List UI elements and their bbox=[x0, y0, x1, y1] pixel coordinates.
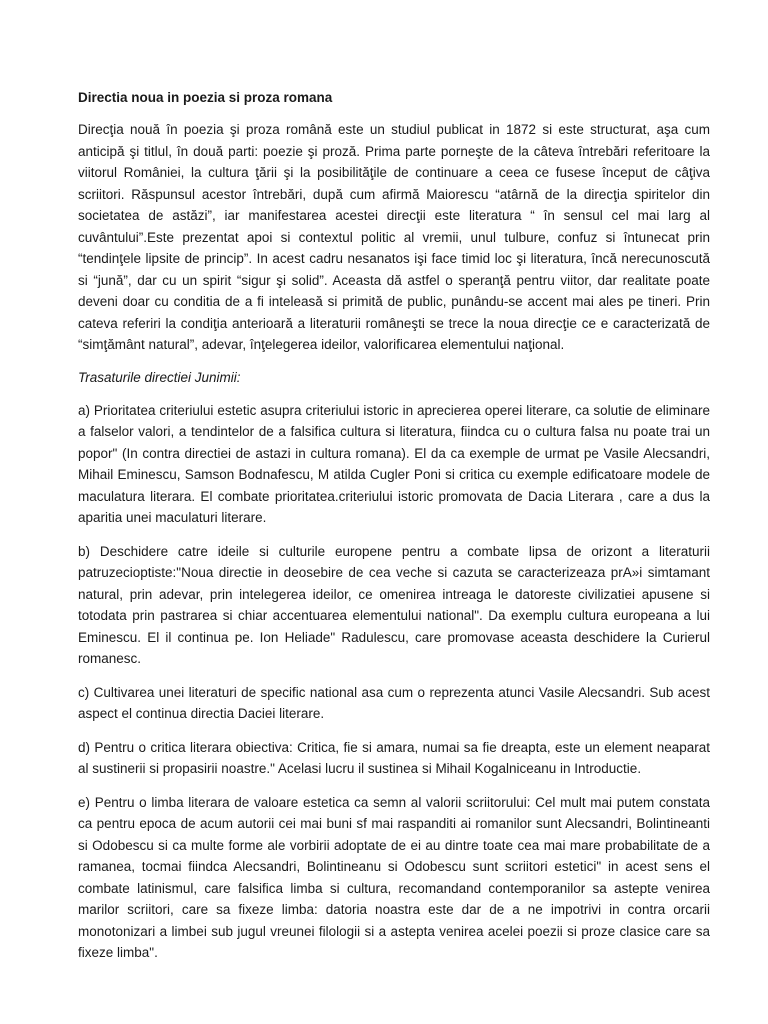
document-page bbox=[78, 88, 710, 976]
document-title: Directia noua in poezia si proza romana bbox=[78, 90, 333, 105]
criterion-e-paragraph: e) Pentru o limba literara de valoare estetica ca semn al valorii scriitorului: Cel mult mai putem constata ca pentru epoca de acum autorii cei mai buni sf mai raspanditi ai romanilor sunt Alecsandri, Bolintineanti si Odobescu si ca multe forme ale vorbirii adoptate de ei au dintre toate cea mai mare probabilitate de a ramanea, tocmai fiindca Alecsandri, Bolintineanu si Odobescu sunt scriitori estetici" in acest sens el combate latinismul, care falsifica limba si cultura, recomandand contemporanilor sa astepte venirea marilor scriitori, care sa fixeze limba: datoria noastra este dar de a ne impotrivi in contra orcarii monotonizari a limbei sub jugul vreunei filologii si a astepta venirea acelei poezii si proze clasice care sa fixeze limba". bbox=[78, 794, 710, 960]
section-subheading: Trasaturile directiei Junimii: bbox=[78, 369, 241, 385]
criterion-d-paragraph: d) Pentru o critica literara obiectiva: Critica, fie si amara, numai sa fie dreapta, este un element neaparat al sustinerii si propasirii noastre." Acelasi lucru il sustinea si Mihail Kogalniceanu in Introductie. bbox=[78, 739, 710, 776]
criterion-c-paragraph: c) Cultivarea unei literaturi de specific national asa cum o reprezenta atunci Vasile Alecsandri. Sub acest aspect el continua directia Daciei literare. bbox=[78, 684, 710, 721]
criterion-a-paragraph: a) Prioritatea criteriului estetic asupra criteriului istoric in aprecierea operei literare, ca solutie de eliminare a falselor valori, a tendintelor de a falsifica cultura si literatura, fiindca cu o cultura falsa nu poate trai un popor" (In contra directiei de astazi in cultura romana). El da ca exemple de urmat pe Vasile Alecsandri, Mihail Eminescu, Samson Bodnafescu, M atilda Cugler Poni si critica cu exemple edificatoare modele de maculatura literara. El combate prioritatea.criteriului istoric promovata de Dacia Literara , care a dus la aparitia unei maculaturi literare. bbox=[78, 402, 710, 525]
criterion-b-paragraph: b) Deschidere catre ideile si culturile europene pentru a combate lipsa de orizont a literaturii patruzecioptiste:"Noua directie in deosebire de cea veche si cazuta se caracterizeaza prA»i simtamant natural, prin adevar, prin intelegerea ideilor, ce omenirea intreaga le datoreste civilizatiei apusene si totodata prin pastrarea si chiar accentuarea elementului national". Da exemplu cultura europeana a lui Eminescu. El il continua pe. Ion Heliade" Radulescu, care promovase aceasta deschidere la Curierul romanesc. bbox=[78, 543, 710, 666]
intro-paragraph: Direcţia nouă în poezia şi proza română este un studiul publicat in 1872 si este structurat, aşa cum anticipă şi titlul, în două parti: poezie şi proză. Prima parte porneşte de la câteva întrebări referitoare la viitorul României, la cultura ţării şi la posibilităţile de continuare a ceea ce fusese început de câţiva scriitori. Răspunsul acestor întrebări, după cum afirmă Maiorescu “atârnă de la direcţia spiritelor din societatea de astăzi”, iar manifestarea acestei direcţii este literatura “ în sensul cel mai larg al cuvântului”.Este prezentat apoi si contextul politic al vremii, unul tulbure, confuz si întunecat prin “tendinţele lipsite de princip”. In acest cadru nesanatos işi face timid loc şi literatura, încă nerecunoscută si “jună”, dar cu un spirit “sigur şi solid”. Aceasta dă astfel o speranţă pentru viitor, dar realitate poate deveni doar cu conditia de a fi inteleasă si primită de public, punându-se accent mai ales pe tineri. Prin cateva referiri la condiţia anterioară a literaturii româneşti se trece la noua direcţie ce e caracterizată de “simţământ natural”, adevar, înţelegerea ideilor, valorificarea elementului naţional. bbox=[78, 122, 710, 352]
